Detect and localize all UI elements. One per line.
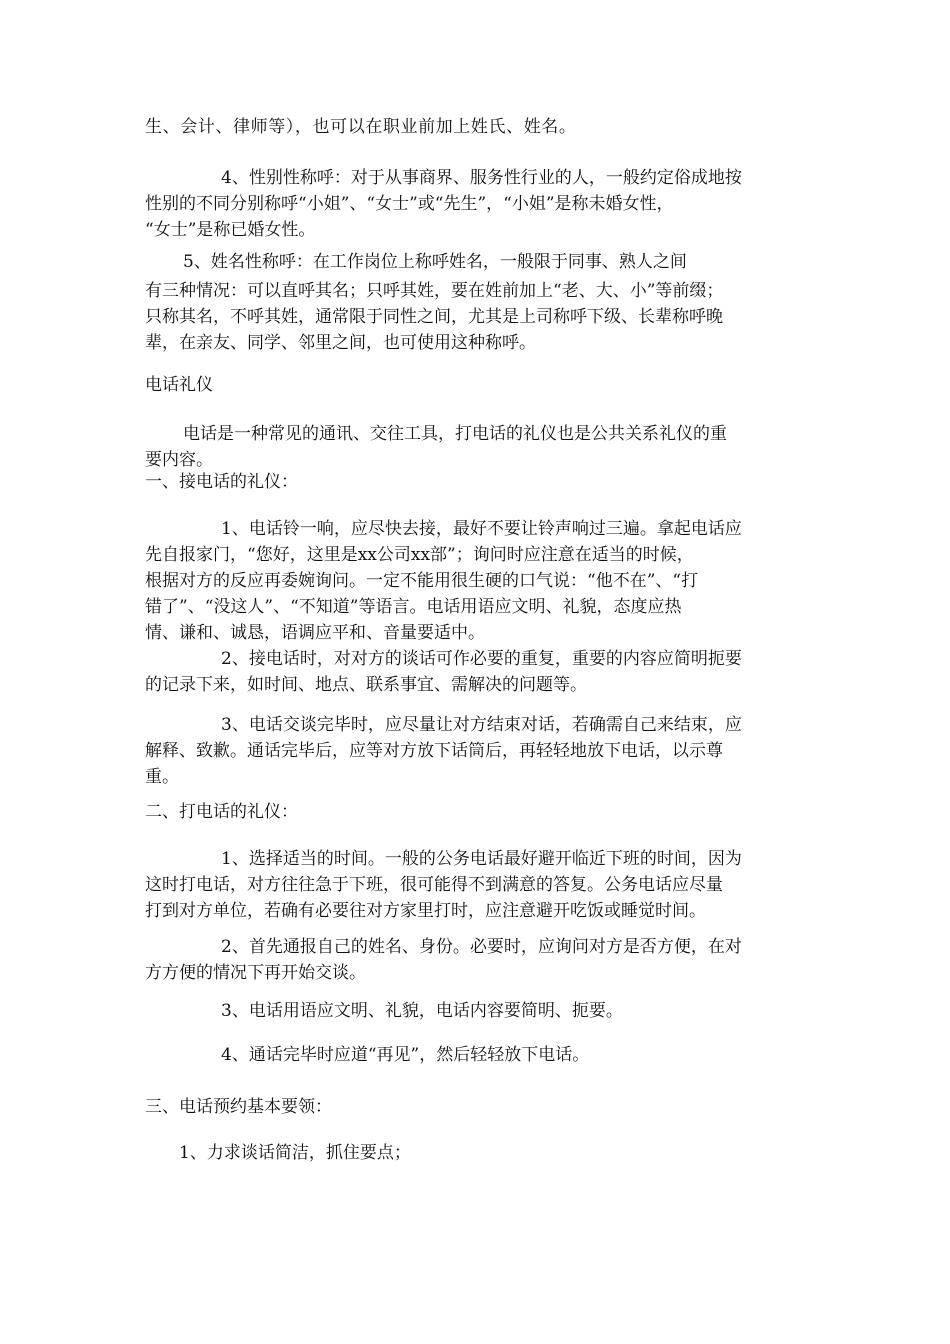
paragraph-answer-1: [145, 516, 807, 646]
text-line: 4、性别性称呼：对于从事商界、服务性行业的人，一般约定俗成地按: [221, 168, 742, 188]
text-line: 2、接电话时，对对方的谈话可作必要的重复，重要的内容应简明扼要: [221, 649, 742, 669]
text-line: 解释、致歉。通话完毕后，应等对方放下话筒后，再轻轻地放下电话，以示尊: [145, 741, 723, 761]
text-line: 情、谦和、诚恳，语调应平和、音量要适中。: [145, 623, 485, 643]
paragraph-answer-2: [145, 646, 807, 698]
text-line: 方方便的情况下再开始交谈。: [145, 963, 366, 983]
paragraph-phone-intro: [145, 421, 807, 473]
text-line: 3、电话交谈完毕时，应尽量让对方结束对话，若确需自己来结束，应: [221, 715, 742, 735]
text-line: 4、通话完毕时应道“再见”，然后轻轻放下电话。: [221, 1045, 590, 1065]
heading-text: 电话礼仪: [145, 375, 213, 395]
text-line: 根据对方的反应再委婉询问。一定不能用很生硬的口气说：“他不在”、“打: [145, 571, 699, 591]
subheading-answer-phone: [145, 469, 807, 495]
paragraph-name-address-cont: [145, 278, 807, 356]
section-heading-phone-etiquette: [145, 372, 807, 398]
heading-text: 二、打电话的礼仪：: [145, 802, 298, 822]
paragraph-call-4: [145, 1042, 807, 1068]
text-line: 要内容。: [145, 450, 213, 470]
paragraph-call-3: [145, 998, 807, 1024]
text-line: 辈，在亲友、同学、邻里之间，也可使用这种称呼。: [145, 333, 536, 353]
paragraph-gender-address: [145, 165, 807, 243]
paragraph-name-address: [145, 249, 807, 275]
text-line: 生、会计、律师等），也可以在职业前加上姓氏、姓名。: [145, 117, 577, 137]
text-line: 2、首先通报自己的姓名、身份。必要时，应询问对方是否方便，在对: [221, 937, 742, 957]
text-line: 3、电话用语应文明、礼貌，电话内容要简明、扼要。: [221, 1001, 623, 1021]
text-line: 重。: [145, 767, 179, 787]
text-line: 电话是一种常见的通讯、交往工具，打电话的礼仪也是公共关系礼仪的重: [183, 424, 727, 444]
text-line: 1、电话铃一响，应尽快去接，最好不要让铃声响过三遍。拿起电话应: [221, 519, 742, 539]
subheading-make-call: [145, 799, 807, 825]
text-line: 1、选择适当的时间。一般的公务电话最好避开临近下班的时间，因为: [221, 849, 742, 869]
paragraph-title-address: [145, 114, 807, 140]
heading-text: 三、电话预约基本要领：: [145, 1097, 332, 1117]
paragraph-answer-3: [145, 712, 807, 790]
text-line: 有三种情况：可以直呼其名；只呼其姓，要在姓前加上“老、大、小”等前缀；: [145, 281, 724, 301]
text-line: 错了”、“没这人”、“不知道”等语言。电话用语应文明、礼貌，态度应热: [145, 597, 682, 617]
text-line: 1、力求谈话简洁，抓住要点；: [179, 1143, 411, 1163]
text-line: 先自报家门，“您好，这里是xx公司xx部”；询问时应注意在适当的时候，: [145, 545, 694, 565]
paragraph-call-1: [145, 846, 807, 924]
text-line: 打到对方单位，若确有必要往对方家里打时，应注意避开吃饭或睡觉时间。: [145, 901, 706, 921]
text-line: “女士”是称已婚女性。: [145, 220, 316, 240]
paragraph-appointment-1: [145, 1140, 807, 1166]
paragraph-call-2: [145, 934, 807, 986]
text-line: 的记录下来，如时间、地点、联系事宜、需解决的问题等。: [145, 675, 587, 695]
text-line: 只称其名，不呼其姓，通常限于同性之间，尤其是上司称呼下级、长辈称呼晚: [145, 307, 723, 327]
heading-text: 一、接电话的礼仪：: [145, 472, 298, 492]
text-line: 性别的不同分别称呼“小姐”、“女士”或“先生”，“小姐”是称未婚女性，: [145, 194, 674, 214]
text-line: 5、姓名性称呼：在工作岗位上称呼姓名，一般限于同事、熟人之间: [183, 252, 687, 272]
text-line: 这时打电话，对方往往急于下班，很可能得不到满意的答复。公务电话应尽量: [145, 875, 723, 895]
subheading-appointment: [145, 1094, 807, 1120]
